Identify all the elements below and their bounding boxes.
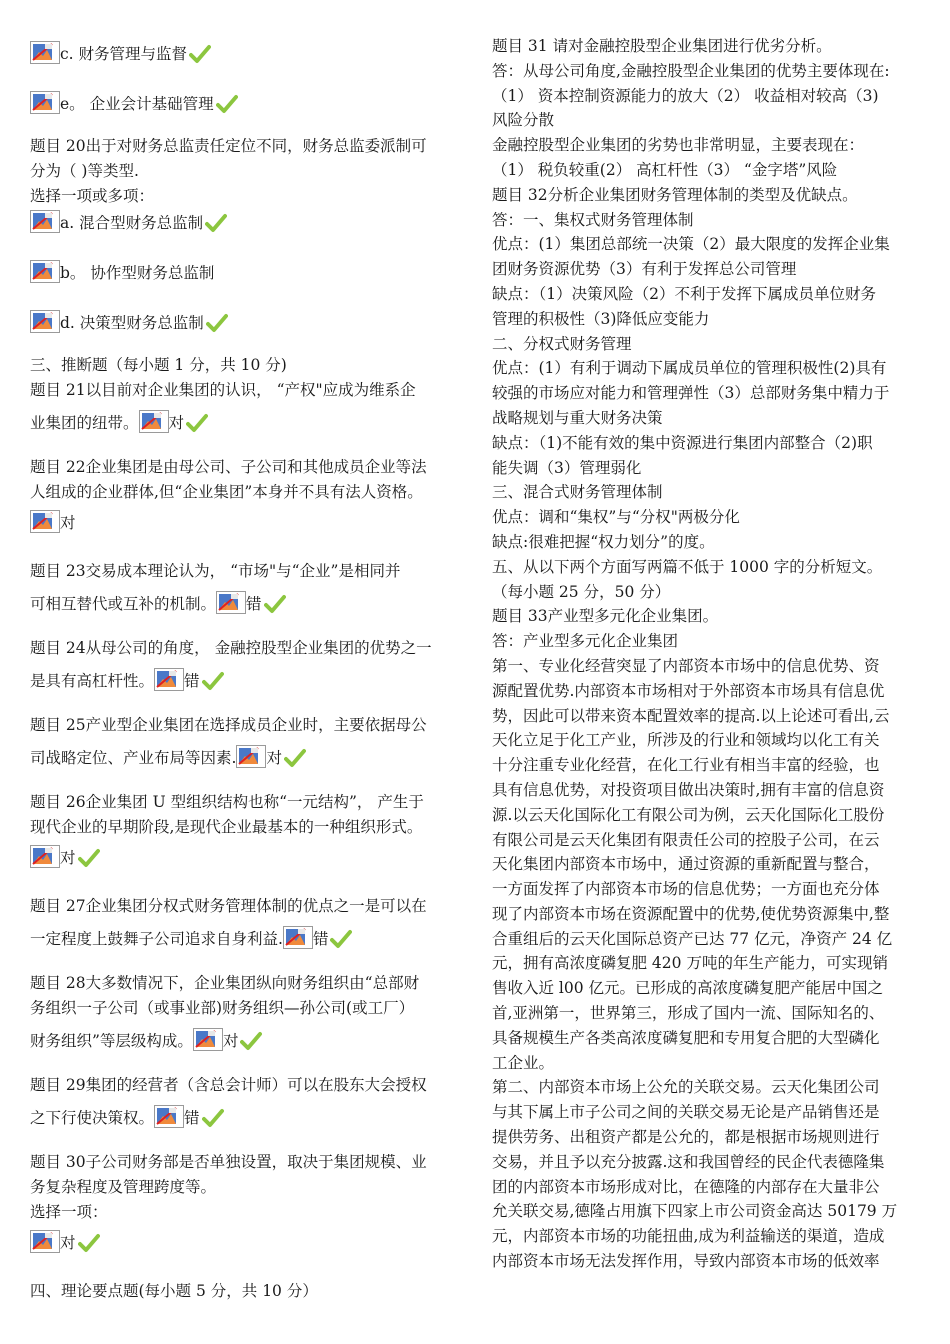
answer-text-line: 售收入近 l00 亿元。已形成的高浓度磷复肥产能居中国之 (492, 979, 884, 998)
question-stem: 务复杂程度及管理跨度等。 (30, 1178, 217, 1196)
question-stem: 司战略定位、产业布局等因素. (30, 749, 237, 767)
answer-text-line: 五、从以下两个方面写两篇不低于 1000 字的分析短文。 (492, 557, 883, 576)
checkmark-icon (189, 44, 211, 64)
question-stem: 题目 27企业集团分权式财务管理体制的优点之一是可以在 (30, 897, 427, 915)
question-prompt: 选择一项： (30, 1203, 108, 1221)
broken-image-icon (236, 745, 266, 768)
option-label: d. 决策型财务总监制 (60, 314, 204, 332)
answer-text-line: 题目 31 请对金融控股型企业集团进行优劣分析。 (492, 37, 832, 55)
answer-text-line: 现了内部资本市场在资源配置中的优势,使优势资源集中,整 (492, 904, 890, 923)
question-24 (30, 636, 462, 691)
answer-text-line: 内部资本市场无法发挥作用，导致内部资本市场的低效率 (492, 1252, 880, 1271)
answer-label: 对 (60, 849, 76, 867)
answer-text-line: 提供劳务、出租资产都是公允的，都是根据市场规则进行 (492, 1128, 880, 1147)
answer-text-line: 战略规划与重大财务决策 (492, 408, 663, 427)
checkmark-icon (202, 671, 224, 691)
question-22 (30, 455, 462, 537)
checkmark-icon (186, 413, 208, 433)
question-stem: 之下行使决策权。 (30, 1109, 155, 1127)
answer-label: 错 (312, 930, 329, 948)
answer-text-line: 交易，并且予以充分披露.这和我国曾经的民企代表德隆集 (492, 1152, 885, 1171)
answer-text-line: 有限公司是云天化集团有限责任公司的控股子公司，在云 (492, 830, 880, 849)
answer-text-line: 源.以云天化国际化工有限公司为例，云天化国际化工股份 (492, 805, 885, 824)
question-stem: 分为（ )等类型. (30, 162, 139, 180)
q19-option-c[interactable] (30, 34, 462, 64)
section-title-judgement: 三、推断题（每小题 1 分，共 10 分) (30, 356, 287, 374)
answer-text-line: 风险分散 (492, 111, 555, 130)
q20-option-d[interactable] (30, 303, 462, 333)
answer-label: 对 (266, 749, 282, 767)
answer-text-line: 金融控股型企业集团的劣势也非常明显，主要表现在： (492, 136, 865, 155)
answer-text-line: 答：产业型多元化企业集团 (492, 632, 679, 651)
checkmark-icon (264, 594, 286, 614)
question-stem: 题目 28大多数情况下，企业集团纵向财务组织由“总部财 (30, 974, 420, 992)
question-20 (30, 134, 462, 209)
question-23 (30, 559, 462, 614)
answer-text-line: 具备规模生产各类高浓度磷复肥和专用复合肥的大型磷化 (492, 1028, 880, 1047)
question-stem: 是具有高杠杆性。 (30, 672, 155, 690)
answer-text-line: 优点：调和“集权”与“分权"两极分化 (492, 508, 740, 527)
broken-image-icon (30, 310, 60, 333)
answer-text-line: 能失调（3）管理弱化 (492, 458, 642, 477)
answer-text-line: 首,亚洲第一，世界第三，形成了国内一流、国际知名的、 (492, 1004, 885, 1023)
option-label: b。 协作型财务总监制 (60, 264, 215, 282)
question-stem: 人组成的企业群体,但“企业集团”本身并不具有法人资格。 (30, 483, 423, 501)
checkmark-icon (284, 748, 306, 768)
question-stem: 题目 24从母公司的角度， 金融控股型企业集团的优势之一 (30, 639, 432, 657)
question-stem: 题目 21以目前对企业集团的认识， “产权"应成为维系企 (30, 381, 416, 399)
section-title-theory: 四、理论要点题(每小题 5 分，共 10 分） (30, 1282, 318, 1300)
answer-text-line: 源配置优势.内部资本市场相对于外部资本市场具有信息优 (492, 681, 885, 700)
q19-option-e[interactable] (30, 84, 462, 114)
checkmark-icon (216, 94, 238, 114)
option-label: c. 财务管理与监督 (60, 45, 188, 63)
question-25 (30, 713, 462, 768)
answer-text-line: 三、混合式财务管理体制 (492, 483, 663, 502)
question-stem: 可相互替代或互补的机制。 (30, 595, 217, 613)
broken-image-icon (283, 926, 313, 949)
question-stem: 业集团的纽带。 (30, 414, 139, 432)
checkmark-icon (78, 1233, 100, 1253)
answer-text-line: 较强的市场应对能力和管理弹性（3）总部财务集中精力于 (492, 384, 890, 403)
broken-image-icon (30, 845, 60, 868)
question-stem: 题目 25产业型企业集团在选择成员企业时，主要依据母公 (30, 716, 427, 734)
question-29 (30, 1073, 462, 1128)
checkmark-icon (330, 929, 352, 949)
answer-text-line: 题目 33产业型多元化企业集团。 (492, 607, 719, 626)
answer-text-line: （1） 税负较重(2） 高杠杆性（3） “金字塔”风险 (492, 160, 838, 179)
option-label: a. 混合型财务总监制 (60, 214, 204, 232)
answer-label: 对 (60, 1234, 76, 1252)
answer-label: 错 (184, 1109, 200, 1127)
answer-text-line: 元，拥有高浓度磷复肥 420 万吨的年生产能力，可实现销 (492, 954, 888, 973)
answer-text-line: 团的内部资本市场形成对比，在德隆的内部存在大量非公 (492, 1177, 880, 1196)
answer-text-line: 缺点：（1）决策风险（2）不利于发挥下属成员单位财务 (492, 284, 876, 303)
answer-label: 错 (184, 672, 200, 690)
answer-text-line: 二、分权式财务管理 (492, 334, 632, 353)
option-label: e。 企业会计基础管理 (60, 95, 214, 113)
answer-text-line: 第二、内部资本市场上公允的关联交易。云天化集团公司 (492, 1078, 880, 1097)
q20-option-b[interactable] (30, 253, 462, 283)
checkmark-icon (202, 1108, 224, 1128)
answer-label: 对 (222, 1032, 239, 1050)
checkmark-icon (240, 1031, 262, 1051)
broken-image-icon (193, 1028, 223, 1051)
question-30 (30, 1150, 462, 1257)
left-column (30, 34, 462, 1304)
answer-text-line: 允关联交易,德隆占用旗下四家上市公司资金高达 50179 万 (492, 1202, 898, 1221)
answer-text-line: 合重组后的云天化国际总资产已达 77 亿元，净资产 24 亿 (492, 929, 893, 948)
answer-label: 错 (246, 595, 262, 613)
broken-image-icon (216, 591, 246, 614)
broken-image-icon (30, 210, 60, 233)
broken-image-icon (30, 91, 60, 114)
question-21 (30, 378, 462, 433)
broken-image-icon (154, 1105, 184, 1128)
checkmark-icon (206, 313, 228, 333)
broken-image-icon (30, 41, 60, 64)
answer-label: 对 (168, 414, 185, 432)
answer-text-line: 管理的积极性（3)降低应变能力 (492, 309, 710, 328)
answer-text-line: 天化集团内部资本市场中，通过资源的重新配置与整合， (492, 855, 880, 874)
broken-image-icon (30, 260, 60, 283)
answer-text-line: 缺点:很难把握“权力划分”的度。 (492, 532, 715, 551)
answer-text-line: 与其下属上市子公司之间的关联交易无论是产品销售还是 (492, 1103, 880, 1122)
broken-image-icon (30, 1230, 60, 1253)
answer-text-line: 十分注重专业化经营，在化工行业有相当丰富的经验，也 (492, 756, 880, 775)
question-stem: 题目 22企业集团是由母公司、子公司和其他成员企业等法 (30, 458, 427, 476)
answer-text-line: 工企业。 (492, 1053, 555, 1072)
question-stem: 财务组织”等层级构成。 (30, 1032, 193, 1050)
answer-text-line: 天化立足于化工产业，所涉及的行业和领域均以化工有关 (492, 731, 880, 750)
question-27 (30, 894, 462, 949)
question-prompt: 选择一项或多项： (30, 187, 155, 205)
answer-label: 对 (60, 514, 76, 532)
question-stem: 现代企业的早期阶段,是现代企业最基本的一种组织形式。 (30, 818, 423, 836)
checkmark-icon (78, 848, 100, 868)
answer-text-line: 团财务资源优势（3）有利于发挥总公司管理 (492, 260, 797, 279)
broken-image-icon (30, 510, 60, 533)
question-28 (30, 971, 462, 1051)
answer-text-line: （1） 资本控制资源能力的放大（2） 收益相对较高（3) (492, 86, 879, 105)
question-stem: 务组织一子公司（或事业部)财务组织—孙公司(或工厂） (30, 999, 415, 1017)
answer-text-line: 题目 32分析企业集团财务管理体制的类型及优缺点。 (492, 185, 858, 204)
checkmark-icon (205, 213, 227, 233)
answer-text-line: 答：一、集权式财务管理体制 (492, 210, 694, 229)
answer-text-line: 优点：(1）集团总部统一决策（2）最大限度的发挥企业集 (492, 235, 890, 254)
question-stem: 题目 26企业集团 U 型组织结构也称“一元结构”， 产生于 (30, 793, 424, 811)
answer-text-line: 一方面发挥了内部资本市场的信息优势；一方面也充分体 (492, 880, 880, 899)
question-stem: 题目 29集团的经营者（含总会计师）可以在股东大会授权 (30, 1076, 427, 1094)
question-stem: 一定程度上鼓舞子公司追求自身利益. (30, 930, 283, 948)
answer-text-line: 势，因此可以带来资本配置效率的提高.以上论述可看出,云 (492, 706, 890, 725)
question-stem: 题目 30子公司财务部是否单独设置，取决于集团规模、业 (30, 1153, 427, 1171)
answer-text-line: 第一、专业化经营突显了内部资本市场中的信息优势、资 (492, 656, 880, 675)
answer-text-line: （每小题 25 分，50 分） (492, 582, 671, 601)
right-column (492, 34, 922, 1274)
answer-text-line: 优点：(1）有利于调动下属成员单位的管理积极性(2)具有 (492, 359, 887, 378)
q30-option[interactable] (30, 1225, 100, 1253)
answer-text-line: 元，内部资本市场的功能扭曲,成为利益输送的渠道，造成 (492, 1227, 885, 1246)
answer-text-line: 具有信息优势，对投资项目做出决策时,拥有丰富的信息资 (492, 780, 885, 799)
question-stem: 题目 23交易成本理论认为， “市场"与“企业”是相同并 (30, 562, 401, 580)
question-stem: 题目 20出于对财务总监责任定位不同，财务总监委派制可 (30, 137, 427, 155)
broken-image-icon (154, 668, 184, 691)
question-26 (30, 790, 462, 872)
answer-text-line: 答：从母公司角度,金融控股型企业集团的优势主要体现在: (492, 61, 890, 80)
answer-text-line: 缺点：（1)不能有效的集中资源进行集团内部整合（2)职 (492, 433, 873, 452)
broken-image-icon (139, 410, 169, 433)
